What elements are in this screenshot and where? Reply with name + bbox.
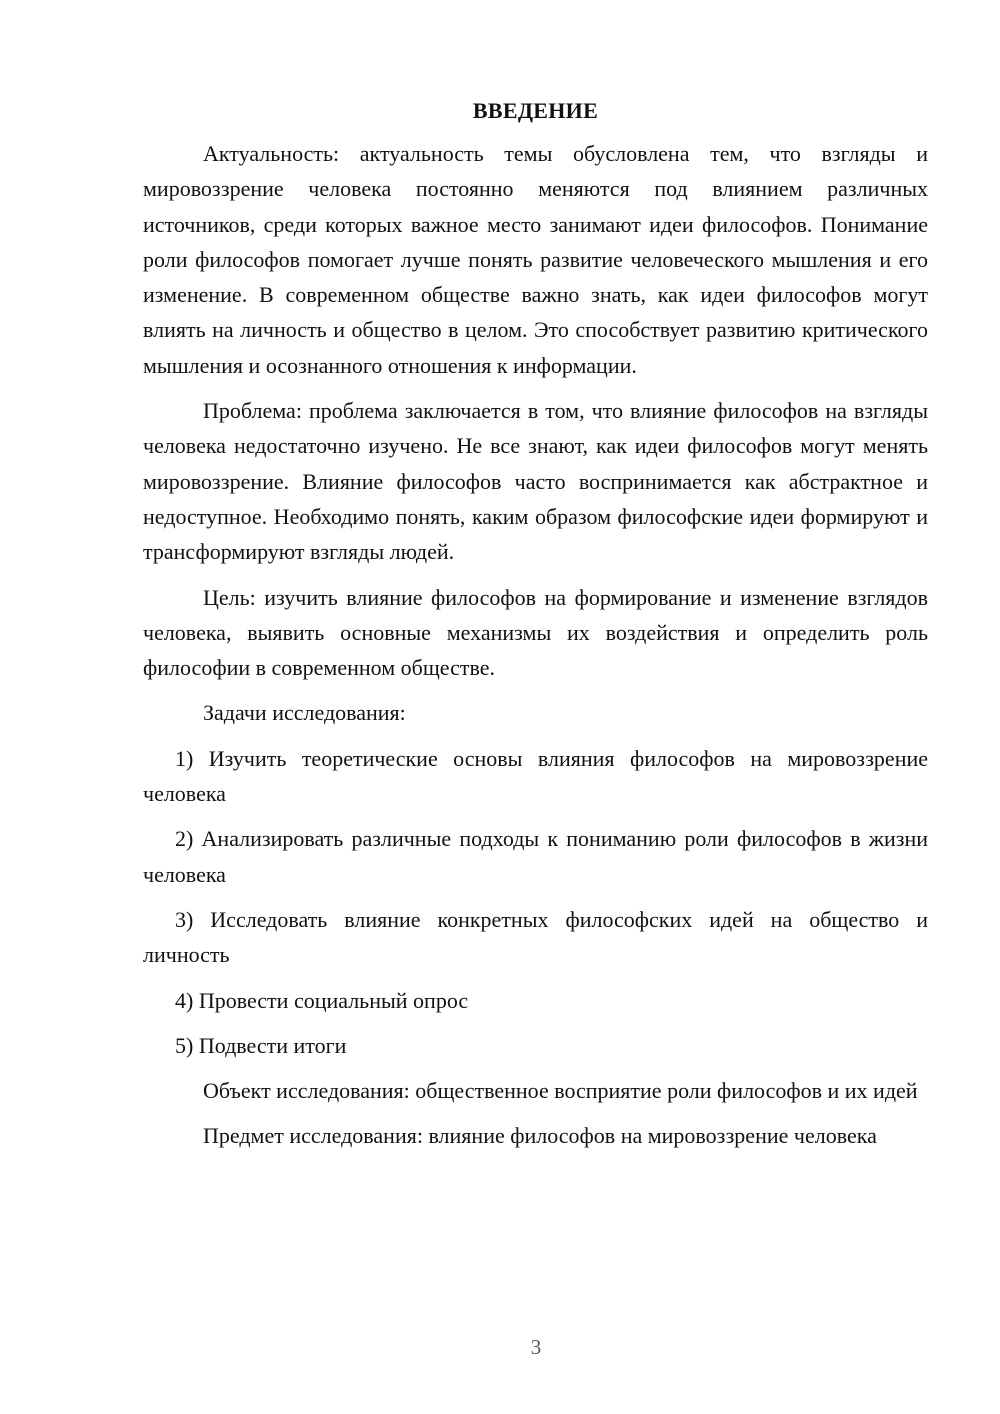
paragraph-goal: Цель: изучить влияние философов на формирование и изменение взглядов человека, выявить основные механизмы их воздействия и определить роль философии в современном обществе. bbox=[143, 584, 928, 681]
paragraph-relevance: Актуальность: актуальность темы обусловлена тем, что взгляды и мировоззрение человека постоянно меняются под влиянием различных источников, среди которых важное место занимают идеи философов. Понимание роли философов помогает лучше понять развитие человеческого мышления и его изменение. В современном обществе важно знать, как идеи философов могут влиять на личность и общество в целом. Это способствует развитию критического мышления и осознанного отношения к информации. bbox=[143, 141, 928, 378]
page-content bbox=[143, 96, 928, 1164]
task-item-1: 1) Изучить теоретические основы влияния философов на мировоззрение человека bbox=[143, 745, 928, 807]
paragraph-object: Объект исследования: общественное восприятие роли философов и их идей bbox=[203, 1078, 918, 1104]
task-item-3: 3) Исследовать влияние конкретных философских идей на общество и личность bbox=[143, 906, 928, 968]
task-item-5: 5) Подвести итоги bbox=[175, 1032, 347, 1058]
tasks-title: Задачи исследования: bbox=[203, 700, 406, 726]
task-item-2: 2) Анализировать различные подходы к пониманию роли философов в жизни человека bbox=[143, 826, 928, 887]
page-number: 3 bbox=[530, 1335, 542, 1359]
task-item-4: 4) Провести социальный опрос bbox=[175, 987, 469, 1013]
paragraph-problem: Проблема: проблема заключается в том, что влияние философов на взгляды человека недостаточно изучено. Не все знают, как идеи философов могут менять мировоззрение. Влияние философов часто воспринимается как абстрактное и недоступное. Необходимо понять, каким образом философские идеи формируют и трансформируют взгляды людей. bbox=[143, 398, 928, 565]
section-heading: ВВЕДЕНИЕ bbox=[472, 98, 599, 123]
paragraph-subject: Предмет исследования: влияние философов на мировоззрение человека bbox=[203, 1123, 877, 1149]
